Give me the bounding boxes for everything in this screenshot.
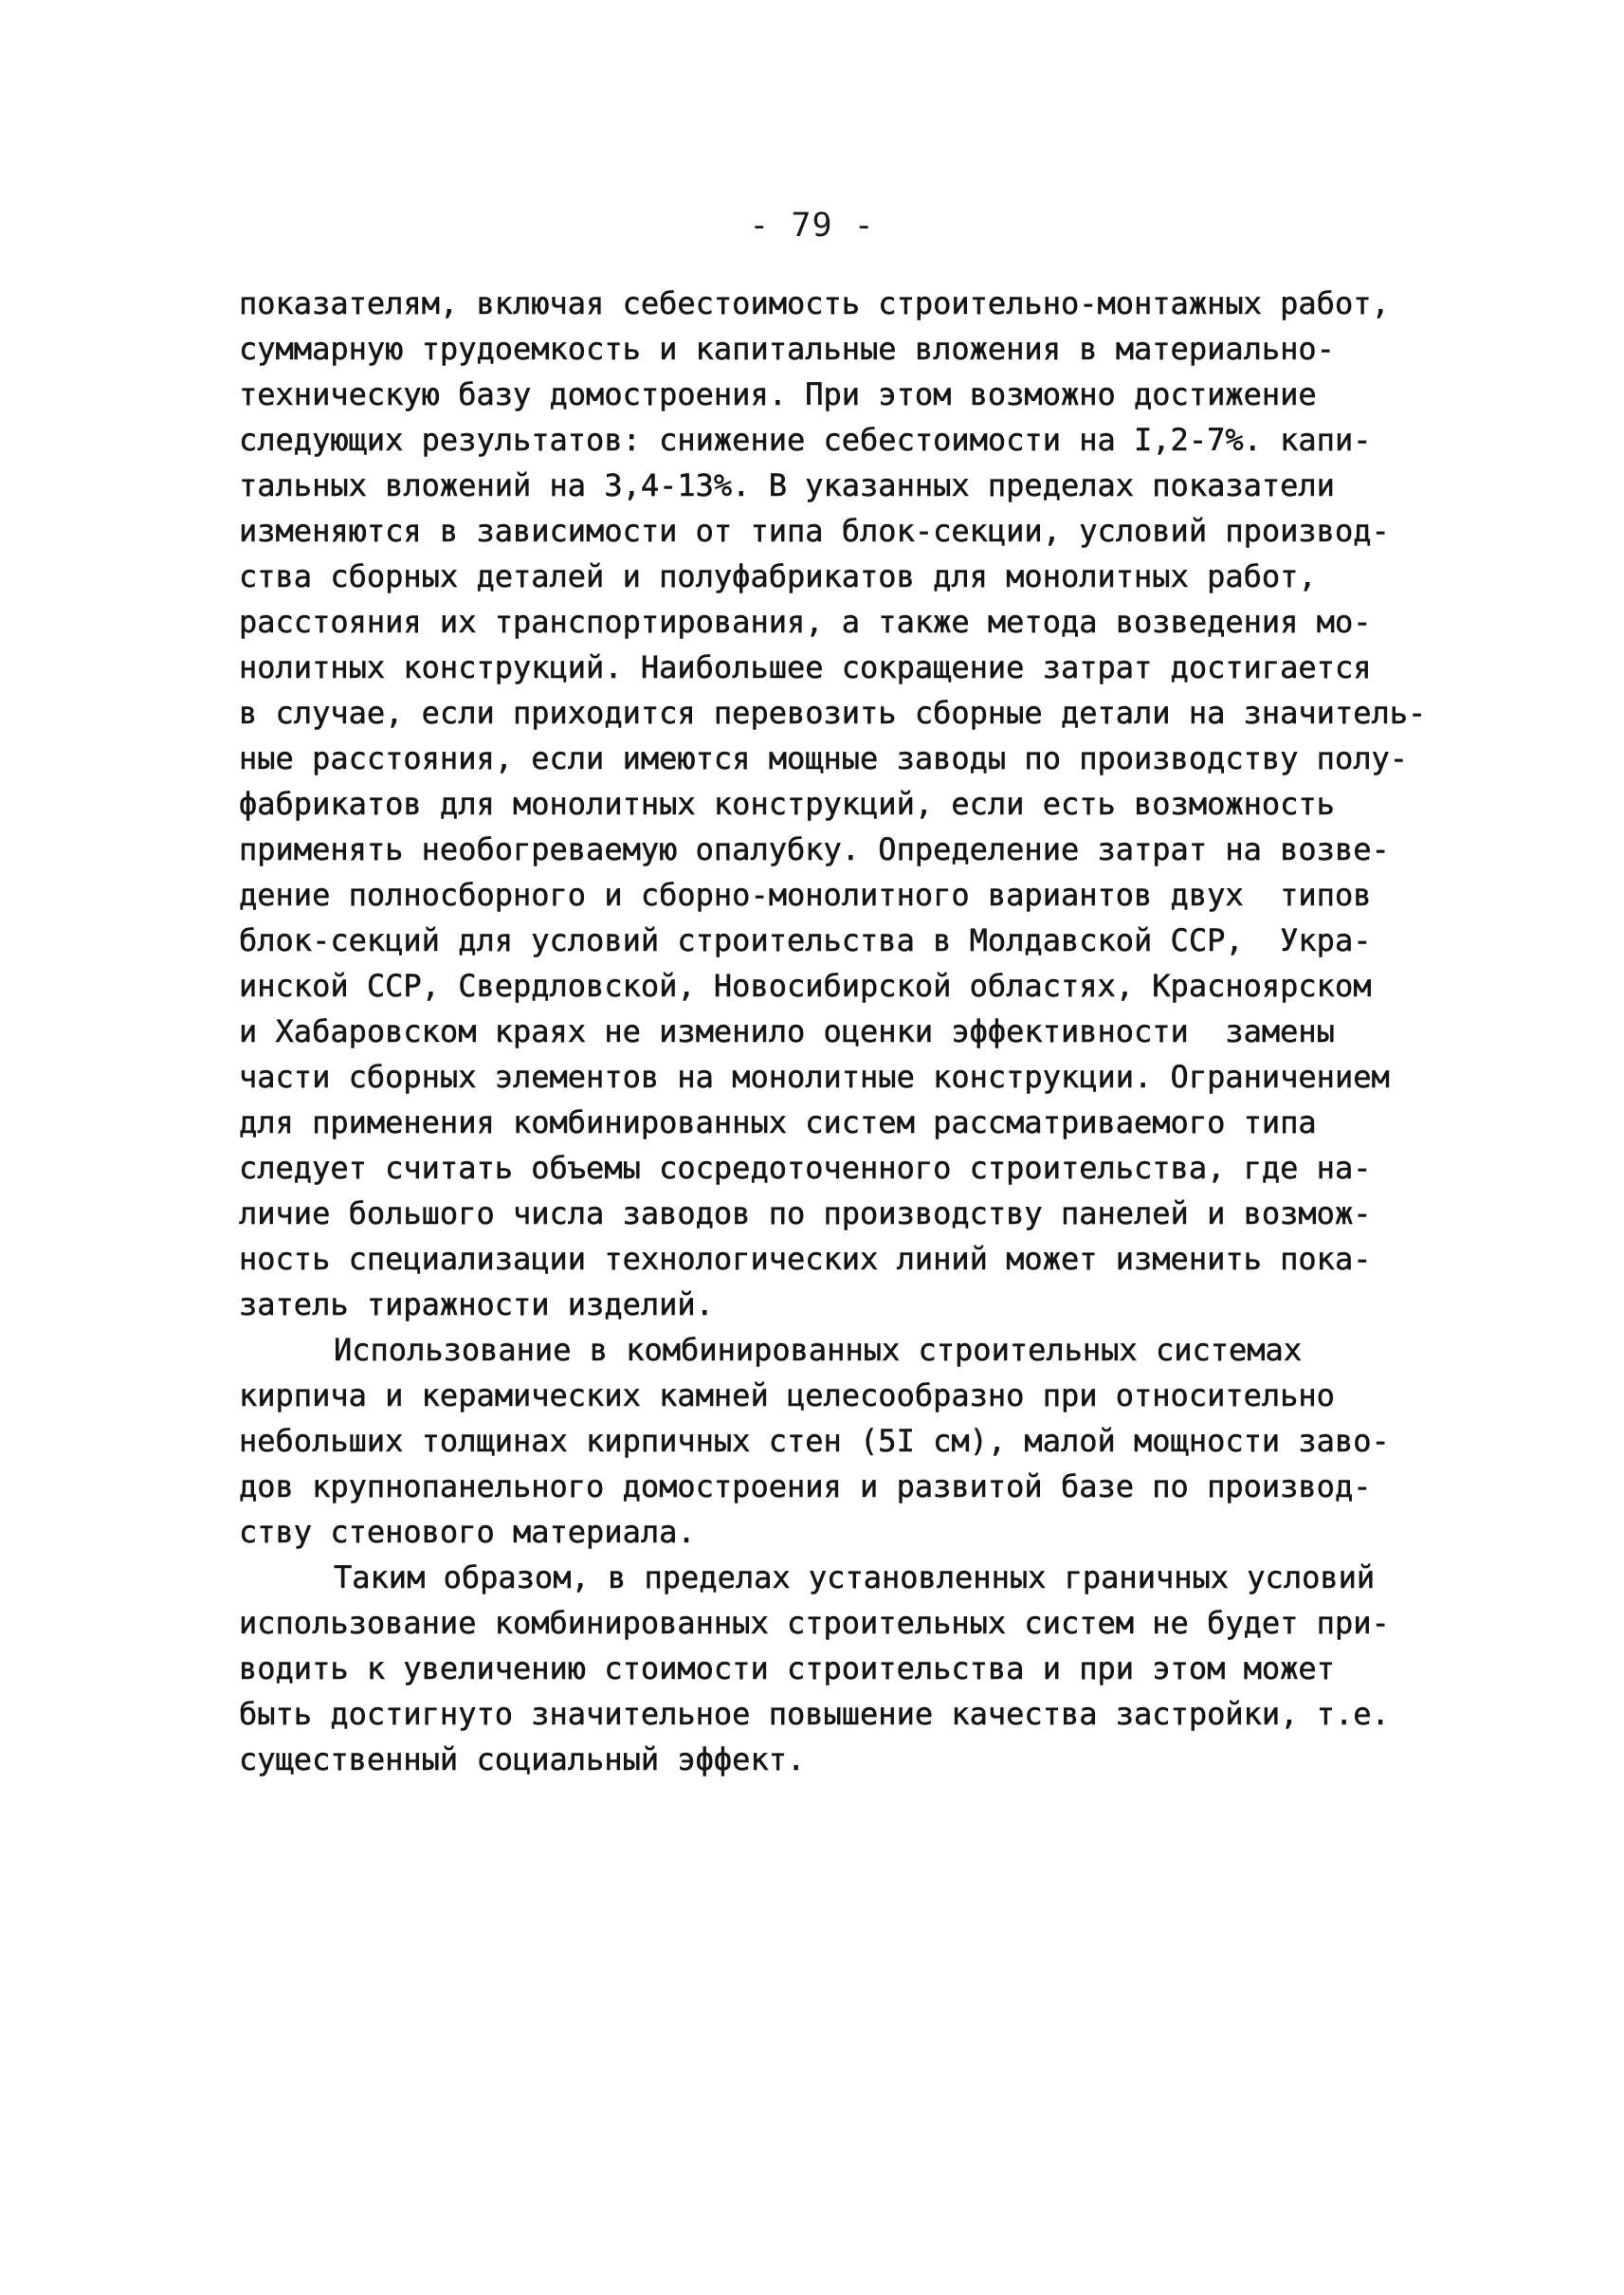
text-line: изменяются в зависимости от типа блок-секции, условий производ- — [239, 513, 1390, 549]
text-line: инской ССР, Свердловской, Новосибирской областях, Красноярском — [239, 968, 1372, 1004]
text-line: нолитных конструкций. Наибольшее сокращение затрат достигается — [239, 649, 1372, 685]
text-line: использование комбинированных строительных систем не будет при- — [239, 1605, 1390, 1641]
text-line: для применения комбинированных систем рассматриваемого типа — [239, 1104, 1317, 1140]
text-line: дов крупнопанельного домостроения и развитой базе по производ- — [239, 1468, 1372, 1504]
text-line: ные расстояния, если имеются мощные заводы по производству полу- — [239, 740, 1408, 776]
text-line: в случае, если приходится перевозить сборные детали на значитель- — [239, 695, 1427, 731]
text-line: и Хабаровском краях не изменило оценки эффективности замены — [239, 1013, 1335, 1049]
text-line: суммарную трудоемкость и капитальные вложения в материально- — [239, 331, 1335, 367]
text-line: следующих результатов: снижение себестоимости на I,2-7%. капи- — [239, 422, 1372, 458]
text-line: существенный социальный эффект. — [239, 1741, 806, 1777]
text-line: затель тиражности изделий. — [239, 1286, 714, 1322]
text-line: следует считать объемы сосредоточенного строительства, где на- — [239, 1150, 1372, 1186]
text-line: ству стенового материала. — [239, 1514, 696, 1550]
text-line: быть достигнуто значительное повышение качества застройки, т.е. — [239, 1696, 1390, 1732]
text-line: Использование в комбинированных строительных системах — [334, 1332, 1303, 1368]
text-line: части сборных элементов на монолитные конструкции. Ограничением — [239, 1059, 1390, 1095]
text-line: небольших толщинах кирпичных стен (5I см), малой мощности заво- — [239, 1423, 1390, 1459]
text-line: кирпича и керамических камней целесообразно при относительно — [239, 1377, 1335, 1413]
text-line: применять необогреваемую опалубку. Определение затрат на возве- — [239, 831, 1390, 867]
page-number: - 79 - — [749, 207, 875, 245]
text-line: блок-секций для условий строительства в Молдавской ССР, Укра- — [239, 922, 1372, 958]
text-line: ства сборных деталей и полуфабрикатов для монолитных работ, — [239, 558, 1317, 594]
text-line: фабрикатов для монолитных конструкций, если есть возможность — [239, 786, 1335, 822]
text-line: расстояния их транспортирования, а также метода возведения мо- — [239, 604, 1372, 640]
text-line: дение полносборного и сборно-монолитного вариантов двух типов — [239, 877, 1372, 913]
text-line: показателям, включая себестоимость строительно-монтажных работ, — [239, 285, 1390, 321]
text-line: Таким образом, в пределах установленных граничных условий — [334, 1559, 1376, 1595]
text-line: ность специализации технологических линий может изменить пока- — [239, 1241, 1372, 1277]
text-line: техническую базу домостроения. При этом возможно достижение — [239, 376, 1317, 412]
text-line: водить к увеличению стоимости строительства и при этом может — [239, 1650, 1335, 1686]
text-line: тальных вложений на 3,4-13%. В указанных пределах показатели — [239, 467, 1335, 503]
text-line: личие большого числа заводов по производству панелей и возмож- — [239, 1195, 1372, 1231]
